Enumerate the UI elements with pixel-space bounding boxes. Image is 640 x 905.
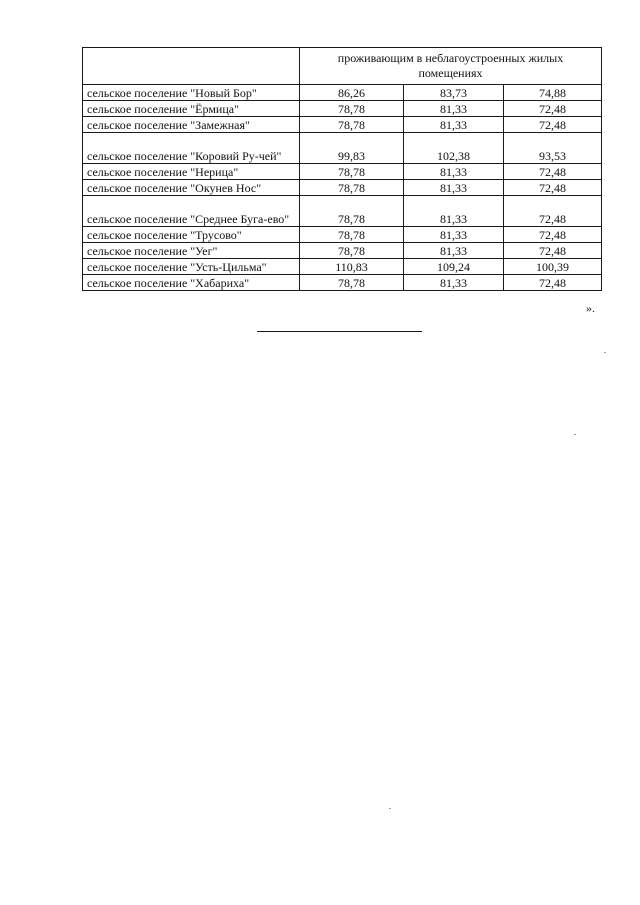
value-cell-2: 81,33	[404, 164, 504, 180]
value-cell-1: 99,83	[300, 133, 404, 164]
settlement-name-cell: сельское поселение "Окунев Нос"	[83, 180, 300, 196]
value-cell-3: 74,88	[504, 85, 602, 101]
table-row	[83, 117, 602, 133]
table-row	[83, 164, 602, 180]
value-cell-2: 81,33	[404, 117, 504, 133]
value-cell-2: 81,33	[404, 196, 504, 227]
value-cell-1: 78,78	[300, 101, 404, 117]
settlement-name-cell: сельское поселение "Ёрмица"	[83, 101, 300, 117]
table-row	[83, 196, 602, 227]
settlement-name-cell: сельское поселение "Уег"	[83, 243, 300, 259]
table-header-cell: проживающим в неблагоустроенных жилых помещениях	[300, 48, 602, 85]
settlement-name-cell: сельское поселение "Замежная"	[83, 117, 300, 133]
table-row	[83, 133, 602, 164]
value-cell-3: 72,48	[504, 101, 602, 117]
table-header-row	[83, 48, 602, 85]
value-cell-1: 78,78	[300, 243, 404, 259]
settlement-name-cell: сельское поселение "Коровий Ру-чей"	[83, 133, 300, 164]
value-cell-3: 72,48	[504, 117, 602, 133]
table-row	[83, 101, 602, 117]
settlement-name-cell: сельское поселение "Новый Бор"	[83, 85, 300, 101]
settlement-name-cell: сельское поселение "Усть-Цильма"	[83, 259, 300, 275]
value-cell-3: 100,39	[504, 259, 602, 275]
settlement-name-cell: сельское поселение "Трусово"	[83, 227, 300, 243]
header-empty-cell	[83, 48, 300, 85]
value-cell-1: 78,78	[300, 196, 404, 227]
value-cell-2: 81,33	[404, 101, 504, 117]
value-cell-2: 83,73	[404, 85, 504, 101]
value-cell-1: 78,78	[300, 227, 404, 243]
value-cell-3: 72,48	[504, 227, 602, 243]
value-cell-1: 78,78	[300, 117, 404, 133]
value-cell-3: 93,53	[504, 133, 602, 164]
divider-line	[257, 331, 422, 332]
value-cell-1: 78,78	[300, 164, 404, 180]
value-cell-2: 81,33	[404, 275, 504, 291]
value-cell-2: 81,33	[404, 243, 504, 259]
tariff-table	[82, 47, 602, 291]
closing-quote-mark: ».	[586, 301, 595, 315]
table-row	[83, 180, 602, 196]
table-row	[83, 259, 602, 275]
table-row	[83, 275, 602, 291]
value-cell-2: 102,38	[404, 133, 504, 164]
value-cell-1: 110,83	[300, 259, 404, 275]
value-cell-3: 72,48	[504, 275, 602, 291]
scan-speck	[604, 352, 606, 353]
value-cell-2: 109,24	[404, 259, 504, 275]
scan-speck	[574, 434, 576, 435]
value-cell-3: 72,48	[504, 164, 602, 180]
table-row	[83, 227, 602, 243]
settlement-name-cell: сельское поселение "Среднее Буга-ево"	[83, 196, 300, 227]
value-cell-1: 86,26	[300, 85, 404, 101]
settlement-name-cell: сельское поселение "Нерица"	[83, 164, 300, 180]
value-cell-1: 78,78	[300, 180, 404, 196]
settlement-name-cell: сельское поселение "Хабариха"	[83, 275, 300, 291]
table-row	[83, 243, 602, 259]
value-cell-2: 81,33	[404, 227, 504, 243]
value-cell-2: 81,33	[404, 180, 504, 196]
value-cell-3: 72,48	[504, 243, 602, 259]
value-cell-1: 78,78	[300, 275, 404, 291]
value-cell-3: 72,48	[504, 180, 602, 196]
tariff-table-body	[83, 48, 602, 291]
scan-speck	[389, 808, 391, 809]
value-cell-3: 72,48	[504, 196, 602, 227]
table-row	[83, 85, 602, 101]
